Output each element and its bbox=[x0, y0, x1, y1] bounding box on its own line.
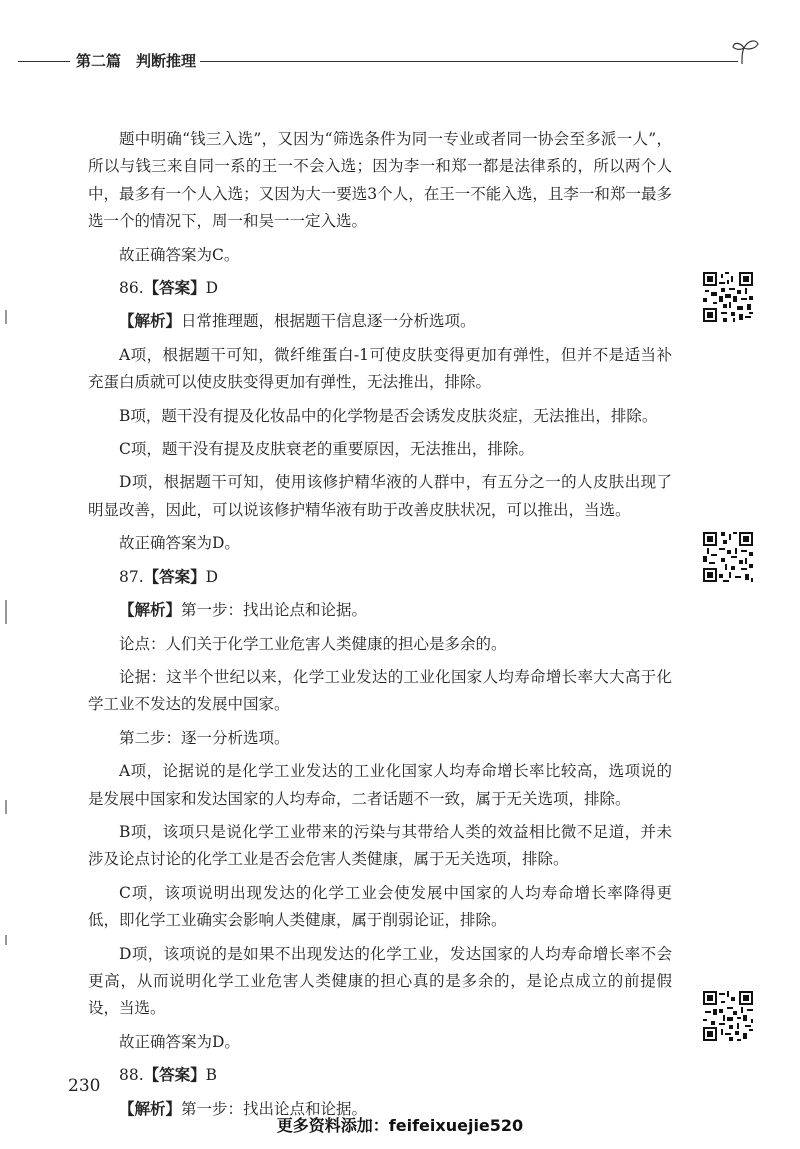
answer-line-86 bbox=[88, 275, 672, 302]
analysis-text: 日常推理题，根据题干信息逐一分析选项。 bbox=[181, 312, 476, 331]
analysis-tag: 【解析】 bbox=[119, 601, 182, 620]
paragraph: 论据：这半个世纪以来，化学工业发达的工业化国家人均寿命增长率大大高于化学工业不发达的发展中国家。 bbox=[88, 667, 672, 714]
section-title: 第二篇 判断推理 bbox=[76, 52, 197, 70]
paragraph: A项，论据说的是化学工业发达的工业化国家人均寿命增长率比较高，选项说的是发展中国家和发达国家的人均寿命，二者话题不一致，属于无关选项，排除。 bbox=[88, 762, 672, 808]
qr-code-86[interactable] bbox=[703, 272, 753, 322]
paragraph: 故正确答案为C。 bbox=[119, 245, 240, 264]
paragraph: 故正确答案为D。 bbox=[119, 1032, 240, 1051]
answer-line-87 bbox=[88, 564, 672, 591]
paragraph: B项，题干没有提及化妆品中的化学物是否会诱发皮肤炎症，无法推出，排除。 bbox=[119, 406, 658, 425]
analysis-tag: 【解析】 bbox=[119, 312, 182, 331]
analysis-text: 第一步：找出论点和论据。 bbox=[181, 601, 368, 620]
answer-value: D bbox=[205, 279, 219, 298]
header-rule-right bbox=[200, 61, 738, 62]
header-rule-left bbox=[18, 61, 70, 62]
analysis-line bbox=[88, 597, 672, 624]
paragraph: C项，题干没有提及皮肤衰老的重要原因，无法推出，排除。 bbox=[119, 440, 534, 459]
analysis-tag: 【解析】 bbox=[119, 1099, 182, 1118]
paragraph: C项，该项说明出现发达的化学工业会使发展中国家的人均寿命增长率降得更低，即化学工业确实会影响人类健康，属于削弱论证，排除。 bbox=[88, 883, 672, 930]
question-number: 86. bbox=[119, 279, 144, 298]
page-number: 230 bbox=[68, 1076, 101, 1096]
paragraph: A项，根据题干可知，微纤维蛋白-1可使皮肤变得更加有弹性，但并不是适当补充蛋白质就可以使皮肤变得更加有弹性，无法推出，排除。 bbox=[88, 345, 672, 392]
paragraph: 第二步：逐一分析选项。 bbox=[119, 728, 290, 747]
margin-mark bbox=[5, 935, 7, 945]
paragraph: 论点：人们关于化学工业危害人类健康的担心是多余的。 bbox=[119, 634, 507, 653]
paragraph: 故正确答案为D。 bbox=[119, 534, 240, 553]
paragraph: D项，该项说的是如果不出现发达的化学工业，发达国家的人均寿命增长率不会更高，从而说明化学工业危害人类健康的担心真的是多余的，是论点成立的前提假设，当选。 bbox=[88, 944, 672, 1018]
analysis-text: 第一步：找出论点和论据。 bbox=[181, 1099, 368, 1118]
running-header bbox=[0, 46, 800, 74]
margin-mark bbox=[5, 800, 7, 814]
answer-tag: 【答案】 bbox=[143, 1066, 206, 1085]
footer-note: 更多资料添加：feifeixuejie520 bbox=[276, 1116, 524, 1135]
sprout-icon bbox=[730, 38, 764, 66]
paragraph: 题中明确“钱三入选”，又因为“筛选条件为同一专业或者同一协会至多派一人”，所以与钱三来自同一系的王一不会入选；因为李一和郑一都是法律系的，所以两个人中，最多有一个人入选；又因为大一要选3个人，在王一不能入选，且李一和郑一最多选一个的情况下，周一和吴一一定入选。 bbox=[88, 130, 672, 231]
qr-code-87[interactable] bbox=[703, 532, 753, 582]
paragraph: B项，该项只是说化学工业带来的污染与其带给人类的效益相比微不足道，并未涉及论点讨论的化学工业是否会危害人类健康，属于无关选项，排除。 bbox=[88, 822, 672, 869]
answer-value: B bbox=[205, 1066, 218, 1085]
answer-tag: 【答案】 bbox=[143, 567, 206, 586]
answer-value: D bbox=[205, 567, 219, 586]
analysis-line bbox=[88, 308, 672, 335]
answer-tag: 【答案】 bbox=[143, 279, 206, 298]
answer-explanation-body bbox=[88, 126, 672, 1123]
question-number: 87. bbox=[119, 567, 144, 586]
margin-mark bbox=[5, 310, 7, 324]
margin-mark bbox=[5, 600, 7, 624]
qr-code-88[interactable] bbox=[703, 991, 753, 1041]
paragraph: D项，根据题干可知，使用该修护精华液的人群中，有五分之一的人皮肤出现了明显改善，因此，可以说该修护精华液有助于改善皮肤状况，可以推出，当选。 bbox=[88, 473, 672, 519]
question-number: 88. bbox=[119, 1066, 144, 1085]
answer-line-88 bbox=[88, 1062, 672, 1089]
